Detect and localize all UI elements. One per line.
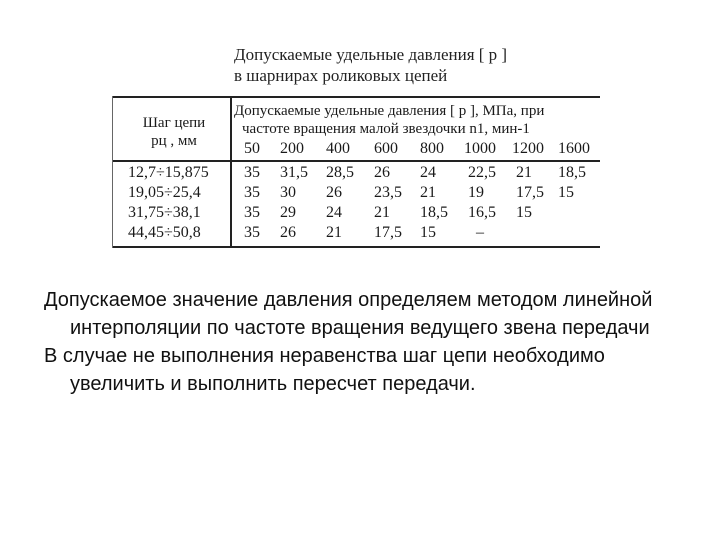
frequency-cell: 1000 (464, 140, 496, 157)
header-chain-pitch-line2: pц , мм (151, 133, 197, 149)
value-cell: 28,5 (326, 164, 354, 181)
value-cell: 23,5 (374, 184, 402, 201)
paragraph-recalculation: В случае не выполнения неравенства шаг цепи необходимо увеличить и выполнить пересчет передачи. (44, 345, 605, 395)
value-cell: 35 (244, 224, 260, 241)
header-pressure-line2: частоте вращения малой звездочки n1, мин-1 (242, 121, 530, 137)
caption-line-2: в шарнирах роликовых цепей (234, 66, 448, 85)
value-cell: – (476, 224, 484, 241)
caption-line-1: Допускаемые удельные давления [ p ] (234, 45, 508, 64)
value-cell: 35 (244, 204, 260, 221)
pitch-cell: 19,05÷25,4 (128, 184, 201, 201)
table-caption (234, 44, 507, 86)
value-cell: 17,5 (516, 184, 544, 201)
value-cell: 24 (420, 164, 436, 181)
value-cell: 31,5 (280, 164, 308, 181)
value-cell: 21 (420, 184, 436, 201)
frequency-cell: 400 (326, 140, 350, 157)
frequency-cell: 800 (420, 140, 444, 157)
frequency-header-row (112, 140, 600, 160)
table-row (112, 204, 600, 224)
frequency-cell: 1200 (512, 140, 544, 157)
table-row (112, 184, 600, 204)
pitch-cell: 44,45÷50,8 (128, 224, 201, 241)
table-row (112, 224, 600, 244)
value-cell: 18,5 (420, 204, 448, 221)
value-cell: 35 (244, 164, 260, 181)
header-chain-pitch-line1: Шаг цепи (142, 115, 206, 131)
value-cell: 22,5 (468, 164, 496, 181)
value-cell: 30 (280, 184, 296, 201)
table-bottom-rule (112, 246, 600, 248)
header-pressure (234, 102, 600, 138)
frequency-cell: 600 (374, 140, 398, 157)
pitch-cell: 12,7÷15,875 (128, 164, 209, 181)
value-cell: 15 (516, 204, 532, 221)
pitch-cell: 31,75÷38,1 (128, 204, 201, 221)
value-cell: 35 (244, 184, 260, 201)
frequency-cell: 50 (244, 140, 260, 157)
value-cell: 21 (374, 204, 390, 221)
value-cell: 24 (326, 204, 342, 221)
value-cell: 29 (280, 204, 296, 221)
pressure-table (112, 96, 600, 248)
body-text (44, 286, 704, 398)
value-cell: 17,5 (374, 224, 402, 241)
value-cell: 15 (558, 184, 574, 201)
value-cell: 15 (420, 224, 436, 241)
value-cell: 21 (326, 224, 342, 241)
table-row (112, 164, 600, 184)
table-header-rule (112, 160, 600, 162)
header-pressure-line1: Допускаемые удельные давления [ p ], МПа, при (234, 103, 545, 119)
frequency-cell: 200 (280, 140, 304, 157)
paragraph-interpolation: Допускаемое значение давления определяем методом линейной интерполяции по частоте вращения ведущего звена передачи (44, 289, 653, 339)
value-cell: 21 (516, 164, 532, 181)
value-cell: 26 (280, 224, 296, 241)
value-cell: 19 (468, 184, 484, 201)
value-cell: 16,5 (468, 204, 496, 221)
table-top-rule (112, 96, 600, 98)
frequency-cell: 1600 (558, 140, 590, 157)
value-cell: 26 (374, 164, 390, 181)
value-cell: 26 (326, 184, 342, 201)
value-cell: 18,5 (558, 164, 586, 181)
